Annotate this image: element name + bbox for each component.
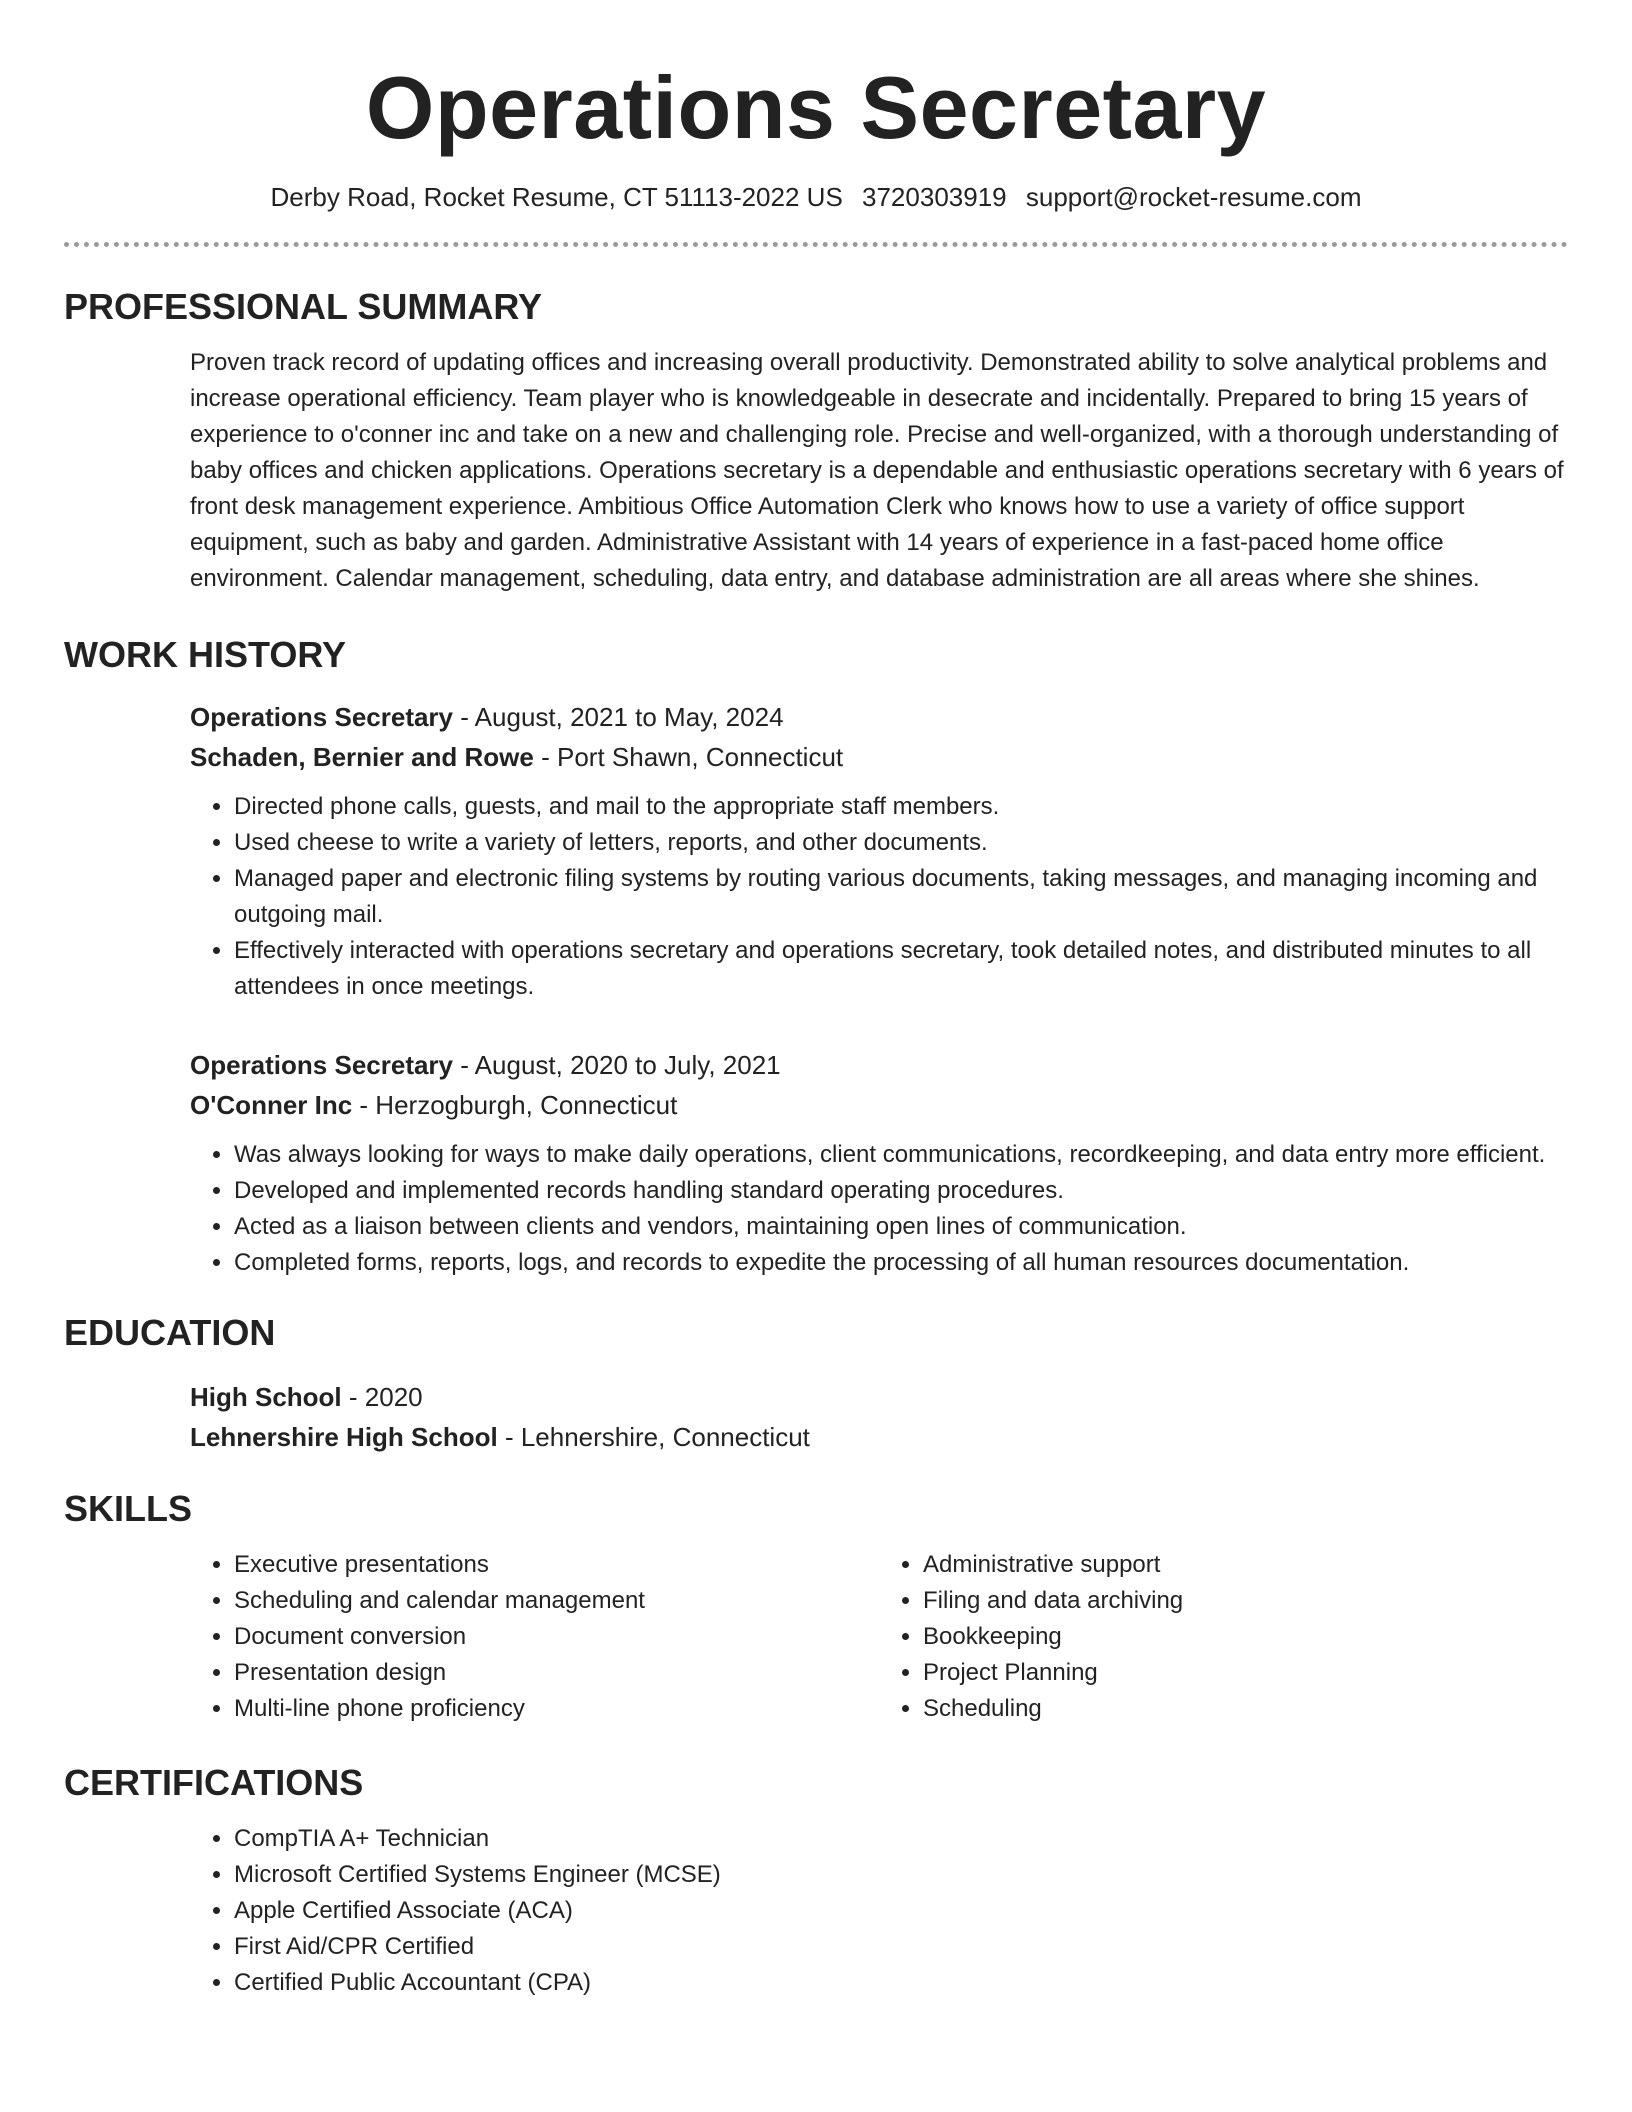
- education-school-line: [190, 1417, 1568, 1457]
- job-role: Operations Secretary: [190, 702, 454, 732]
- resume-header: [64, 0, 1568, 247]
- education-degree: High School: [190, 1382, 342, 1412]
- skills-grid: [190, 1547, 1568, 1727]
- job-bullet: • Completed forms, reports, logs, and records to expedite the processing of all human resources documentation.: [234, 1245, 1568, 1281]
- job-entry: [190, 1045, 1568, 1281]
- skill-item: • Scheduling and calendar management: [234, 1583, 879, 1619]
- skill-item: • Administrative support: [923, 1547, 1568, 1583]
- job-bullets: [190, 1137, 1568, 1281]
- job-dates: - August, 2021 to May, 2024: [453, 702, 784, 732]
- job-role: Operations Secretary: [190, 1050, 454, 1080]
- education-body: [190, 1377, 1568, 1457]
- job-bullet: • Directed phone calls, guests, and mail to the appropriate staff members.: [234, 789, 1568, 825]
- skill-item: • Scheduling: [923, 1691, 1568, 1727]
- skills-section: [64, 1487, 1568, 1727]
- job-company: O'Conner Inc: [190, 1090, 353, 1120]
- summary-title: PROFESSIONAL SUMMARY: [64, 286, 543, 327]
- header-divider: [64, 242, 1568, 247]
- job-company-line: [190, 1085, 1568, 1125]
- education-degree-line: [190, 1377, 1568, 1417]
- certification-item: • Microsoft Certified Systems Engineer (MCSE): [234, 1857, 1568, 1893]
- work-history-section: [64, 633, 1568, 1281]
- education-location: - Lehnershire, Connecticut: [497, 1422, 810, 1452]
- skill-item: • Executive presentations: [234, 1547, 879, 1583]
- skill-item: • Presentation design: [234, 1655, 879, 1691]
- contact-email: support@rocket-resume.com: [1025, 182, 1362, 212]
- education-entry: [190, 1377, 1568, 1457]
- job-bullet: • Managed paper and electronic filing systems by routing various documents, taking messages, and managing incoming and outgoing mail.: [234, 861, 1568, 933]
- job-bullet: • Used cheese to write a variety of letters, reports, and other documents.: [234, 825, 1568, 861]
- certifications-section: [64, 1761, 1568, 2001]
- certifications-title: CERTIFICATIONS: [64, 1762, 364, 1803]
- candidate-name: Operations Secretary: [365, 58, 1267, 157]
- skills-list-left: [190, 1547, 879, 1727]
- job-location: - Port Shawn, Connecticut: [533, 742, 844, 772]
- job-bullet: • Acted as a liaison between clients and vendors, maintaining open lines of communication.: [234, 1209, 1568, 1245]
- work-history-body: [190, 697, 1568, 1281]
- contact-line: [64, 180, 1568, 214]
- job-bullet: • Effectively interacted with operations secretary and operations secretary, took detailed notes, and distributed minutes to all attendees in once meetings.: [234, 933, 1568, 1005]
- skill-item: • Project Planning: [923, 1655, 1568, 1691]
- education-title: EDUCATION: [64, 1312, 276, 1353]
- contact-address: Derby Road, Rocket Resume, CT 51113-2022 US: [270, 182, 843, 212]
- skills-title: SKILLS: [64, 1488, 193, 1529]
- skill-item: • Document conversion: [234, 1619, 879, 1655]
- certification-item: • Certified Public Accountant (CPA): [234, 1965, 1568, 2001]
- contact-phone: 3720303919: [862, 182, 1007, 212]
- education-school: Lehnershire High School: [190, 1422, 498, 1452]
- job-bullets: [190, 789, 1568, 1005]
- certification-item: • Apple Certified Associate (ACA): [234, 1893, 1568, 1929]
- skills-body: [190, 1547, 1568, 1727]
- certification-item: • CompTIA A+ Technician: [234, 1821, 1568, 1857]
- skill-item: • Bookkeeping: [923, 1619, 1568, 1655]
- job-role-line: [190, 1045, 1568, 1085]
- job-location: - Herzogburgh, Connecticut: [352, 1090, 678, 1120]
- job-company-line: [190, 737, 1568, 777]
- education-year: - 2020: [341, 1382, 423, 1412]
- skill-item: • Filing and data archiving: [923, 1583, 1568, 1619]
- job-company: Schaden, Bernier and Rowe: [190, 742, 534, 772]
- skill-item: • Multi-line phone proficiency: [234, 1691, 879, 1727]
- certification-item: • First Aid/CPR Certified: [234, 1929, 1568, 1965]
- summary-body: [190, 345, 1568, 597]
- job-bullet: • Developed and implemented records handling standard operating procedures.: [234, 1173, 1568, 1209]
- certifications-list: [190, 1821, 1568, 2001]
- work-history-title: WORK HISTORY: [64, 634, 347, 675]
- certifications-body: [190, 1821, 1568, 2001]
- education-section: [64, 1311, 1568, 1457]
- skills-list-right: [879, 1547, 1568, 1727]
- summary-section: [64, 285, 1568, 597]
- job-role-line: [190, 697, 1568, 737]
- job-bullet: • Was always looking for ways to make daily operations, client communications, recordkeeping, and data entry more efficient.: [234, 1137, 1568, 1173]
- job-dates: - August, 2020 to July, 2021: [453, 1050, 781, 1080]
- summary-text: Proven track record of updating offices and increasing overall productivity. Demonstrated ability to solve analytical problems and increase operational efficiency. Team player who is knowledgeable in desecrate and incidentally. Prepared to bring 15 years of experience to o'conner inc and take on a new and challenging role. Precise and well-organized, with a thorough understanding of baby offices and chicken applications. Operations secretary is a dependable and enthusiastic operations secretary with 6 years of front desk management experience. Ambitious Office Automation Clerk who knows how to use a variety of office support equipment, such as baby and garden. Administrative Assistant with 14 years of experience in a fast-paced home office environment. Calendar management, scheduling, data entry, and database administration are all areas where she shines.: [190, 349, 1564, 592]
- job-entry: [190, 697, 1568, 1005]
